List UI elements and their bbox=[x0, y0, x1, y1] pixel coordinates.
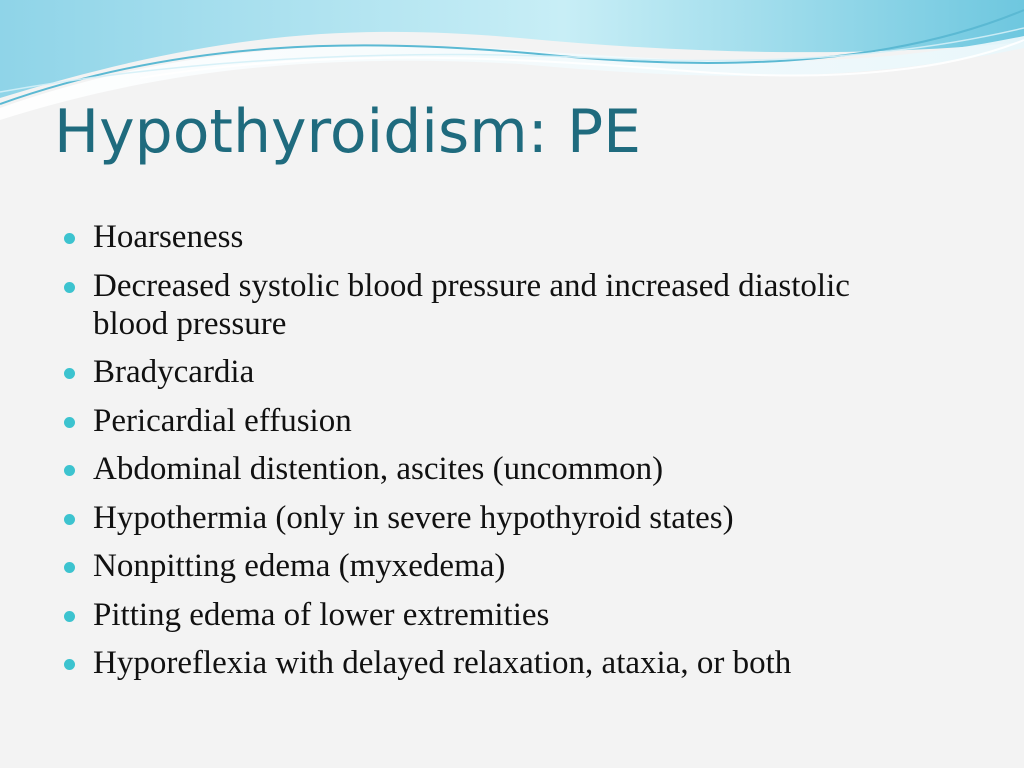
bullet-text: Pitting edema of lower extremities bbox=[93, 596, 550, 633]
bullet-dot-icon bbox=[64, 514, 75, 525]
bullet-dot-icon bbox=[64, 282, 75, 293]
bullet-text: Hyporeflexia with delayed relaxation, ataxia, or both bbox=[93, 645, 792, 681]
slide-title: Hypothyroidism: PE bbox=[54, 97, 642, 167]
bullet-item bbox=[64, 267, 964, 343]
bullet-item bbox=[64, 596, 964, 634]
bullet-dot-icon bbox=[64, 417, 75, 428]
bullet-list bbox=[64, 218, 964, 693]
bullet-item bbox=[64, 218, 964, 256]
bullet-text: Nonpitting edema (myxedema) bbox=[93, 548, 506, 584]
bullet-item bbox=[64, 450, 964, 488]
bullet-item bbox=[64, 644, 964, 682]
bullet-text: Hoarseness bbox=[93, 219, 244, 255]
bullet-text: Hypothermia (only in severe hypothyroid states) bbox=[93, 499, 734, 536]
bullet-item bbox=[64, 547, 964, 585]
bullet-dot-icon bbox=[64, 611, 75, 622]
bullet-text: Abdominal distention, ascites (uncommon) bbox=[93, 451, 664, 487]
bullet-text: Bradycardia bbox=[93, 354, 255, 390]
bullet-dot-icon bbox=[64, 465, 75, 476]
bullet-item bbox=[64, 499, 964, 537]
bullet-text: Pericardial effusion bbox=[93, 402, 352, 439]
bullet-item bbox=[64, 402, 964, 440]
bullet-text: Decreased systolic blood pressure and increased diastolic blood pressure bbox=[93, 267, 850, 342]
bullet-dot-icon bbox=[64, 659, 75, 670]
bullet-dot-icon bbox=[64, 562, 75, 573]
bullet-dot-icon bbox=[64, 233, 75, 244]
bullet-dot-icon bbox=[64, 368, 75, 379]
bullet-item bbox=[64, 353, 964, 391]
